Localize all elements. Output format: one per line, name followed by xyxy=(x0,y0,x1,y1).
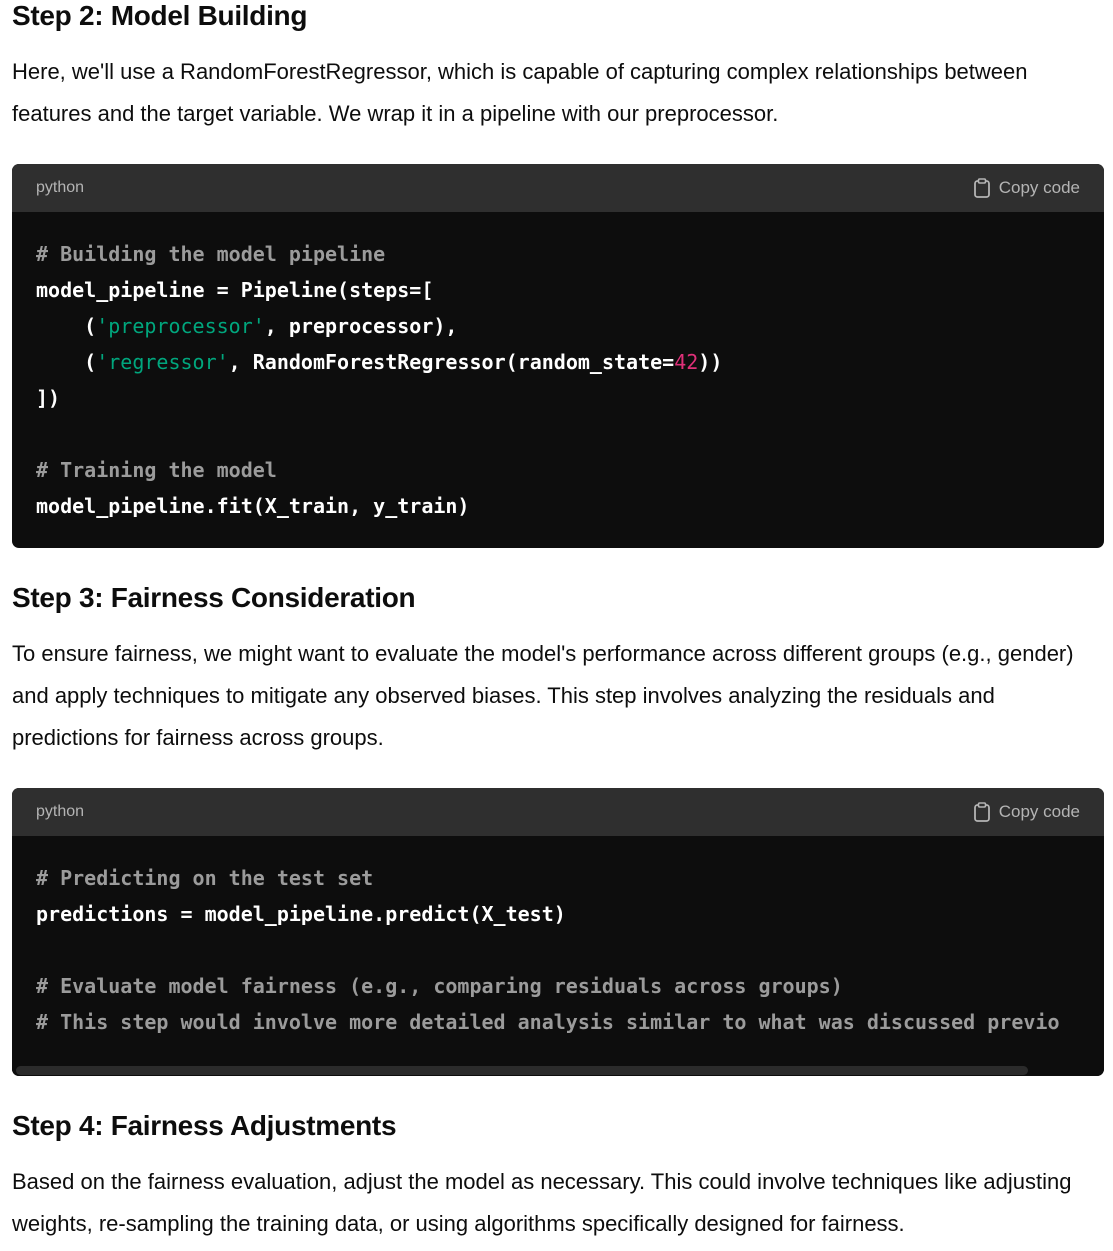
code-block-header xyxy=(12,788,1104,836)
code-line xyxy=(36,308,1080,344)
section-heading-step3: Step 3: Fairness Consideration xyxy=(12,582,416,613)
code-token-plain: ( xyxy=(36,350,97,374)
code-line xyxy=(36,932,1080,968)
code-line xyxy=(36,236,1080,272)
section-heading-step4: Step 4: Fairness Adjustments xyxy=(12,1110,397,1141)
clipboard-icon xyxy=(973,802,991,822)
code-line xyxy=(36,452,1080,488)
section-heading-step2: Step 2: Model Building xyxy=(12,0,308,31)
code-token-plain: , RandomForestRegressor(random_state= xyxy=(228,350,675,374)
code-language-label: python xyxy=(36,803,85,820)
code-token-plain: model_pipeline = Pipeline(steps=[ xyxy=(36,278,434,302)
code-content xyxy=(12,212,1104,524)
code-language-label: python xyxy=(36,179,85,196)
code-token-string: 'preprocessor' xyxy=(96,314,265,338)
code-content xyxy=(12,836,1104,1040)
scrollbar-thumb[interactable] xyxy=(16,1066,1028,1075)
code-token-comment: # Building the model pipeline xyxy=(36,242,386,266)
code-line xyxy=(36,416,1080,452)
clipboard-icon xyxy=(973,178,991,198)
code-token-comment: # Evaluate model fairness (e.g., comparing residuals across groups) xyxy=(36,974,843,998)
code-token-plain: , preprocessor), xyxy=(264,314,458,338)
copy-code-label: Copy code xyxy=(998,802,1080,821)
code-token-comment: # Predicting on the test set xyxy=(36,866,374,890)
code-token-plain: predictions = model_pipeline.predict(X_test) xyxy=(36,902,566,926)
code-line xyxy=(36,860,1080,896)
copy-code-button[interactable] xyxy=(973,178,1080,198)
code-token-string: 'regressor' xyxy=(96,350,229,374)
code-block-model-building xyxy=(12,164,1104,548)
code-token-plain: ]) xyxy=(36,386,61,410)
code-line xyxy=(36,896,1080,932)
code-token-comment: # This step would involve more detailed analysis similar to what was discussed previo xyxy=(36,1010,1060,1034)
code-token-comment: # Training the model xyxy=(36,458,277,482)
code-line xyxy=(36,488,1080,524)
code-token-plain: )) xyxy=(698,350,723,374)
copy-code-button[interactable] xyxy=(973,802,1080,822)
section-text-step3: To ensure fairness, we might want to evaluate the model's performance across different groups (e.g., gender) and apply techniques to mitigate any observed biases. This step involves analyzing the residuals and predictions for fairness across groups. xyxy=(12,641,1074,750)
code-token-number: 42 xyxy=(674,350,699,374)
copy-code-label: Copy code xyxy=(998,178,1080,197)
code-line xyxy=(36,380,1080,416)
section-text-step2: Here, we'll use a RandomForestRegressor, which is capable of capturing complex relationships between features and the target variable. We wrap it in a pipeline with our preprocessor. xyxy=(12,59,1028,126)
section-text-step4: Based on the fairness evaluation, adjust the model as necessary. This could involve techniques like adjusting weights, re-sampling the training data, or using algorithms specifically designed for fairness. xyxy=(12,1169,1072,1236)
code-line xyxy=(36,344,1080,380)
code-token-plain: ( xyxy=(36,314,97,338)
code-token-plain: model_pipeline.fit(X_train, y_train) xyxy=(36,494,470,518)
code-line xyxy=(36,968,1080,1004)
code-block-header xyxy=(12,164,1104,212)
code-block-fairness xyxy=(12,788,1104,1076)
code-line xyxy=(36,272,1080,308)
horizontal-scrollbar[interactable] xyxy=(12,1064,1104,1076)
code-line xyxy=(36,1004,1080,1040)
